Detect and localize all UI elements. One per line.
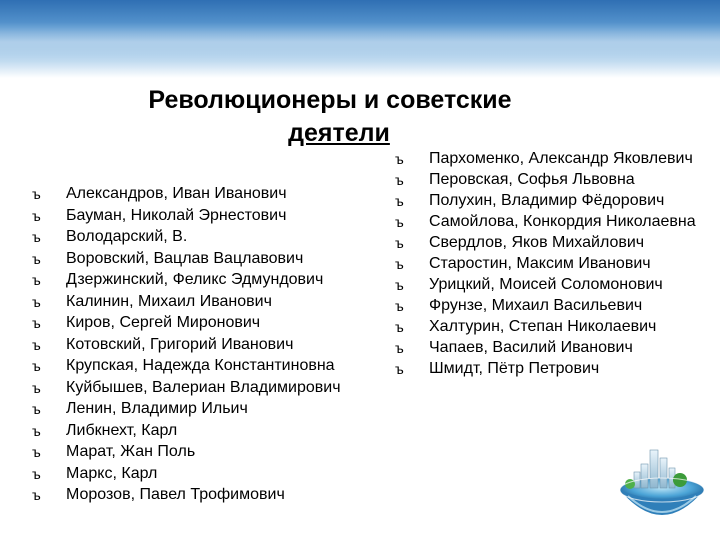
list-item-text: Урицкий, Моисей Соломонович (429, 276, 663, 293)
bullet-icon: ъ (32, 358, 41, 374)
bullet-icon: ъ (32, 444, 41, 460)
bullet-icon: ъ (395, 319, 404, 335)
page-title (120, 84, 540, 150)
bullet-icon: ъ (395, 214, 404, 230)
list-item-text: Морозов, Павел Трофимович (66, 486, 285, 503)
globe-city-icon (610, 430, 710, 530)
list-item (32, 465, 362, 487)
bullet-icon: ъ (395, 235, 404, 251)
bullet-icon: ъ (32, 315, 41, 331)
list-item-text: Либкнехт, Карл (66, 421, 178, 439)
list-item (395, 192, 705, 210)
bullet-icon: ъ (32, 401, 41, 417)
list-item (32, 357, 362, 379)
bullet-icon: ъ (32, 379, 41, 396)
bullet-icon: ъ (32, 229, 41, 245)
list-item (395, 213, 705, 231)
list-item-text: Куйбышев, Валериан Владимирович (66, 378, 341, 396)
list-item (395, 276, 705, 294)
bullet-icon: ъ (395, 361, 404, 377)
list-item-text: Самойлова, Конкордия Николаевна (429, 213, 696, 230)
list-item (32, 422, 362, 444)
list-item-text: Бауман, Николай Эрнестович (66, 206, 287, 224)
list-item-text: Пархоменко, Александр Яковлевич (429, 150, 693, 167)
list-item (32, 185, 362, 207)
list-item (32, 250, 362, 272)
list-item-text: Свердлов, Яков Михайлович (429, 234, 645, 251)
bullet-icon: ъ (32, 336, 41, 353)
bullet-icon: ъ (32, 272, 41, 288)
list-item-text: Фрунзе, Михаил Васильевич (429, 297, 643, 314)
left-name-list (32, 185, 362, 508)
bullet-icon: ъ (395, 172, 404, 188)
list-item-text: Воровский, Вацлав Вацлавович (66, 249, 304, 267)
list-item-text: Халтурин, Степан Николаевич (429, 318, 657, 335)
list-item-text: Маркс, Карл (66, 464, 158, 482)
bullet-icon: ъ (32, 207, 41, 224)
list-item (32, 314, 362, 336)
list-item (32, 207, 362, 229)
bullet-icon: ъ (395, 151, 404, 167)
bullet-icon: ъ (32, 422, 41, 439)
bullet-icon: ъ (32, 250, 41, 267)
bullet-icon: ъ (32, 186, 41, 202)
title-line-2: деятели (288, 119, 390, 147)
list-item (32, 379, 362, 401)
list-item-text: Крупская, Надежда Константиновна (66, 357, 335, 374)
list-item-text: Киров, Сергей Миронович (66, 314, 261, 331)
list-item (32, 336, 362, 358)
list-item (395, 339, 705, 357)
bullet-icon: ъ (395, 298, 404, 314)
list-item (32, 486, 362, 508)
bullet-icon: ъ (32, 487, 41, 503)
list-item-text: Полухин, Владимир Фёдорович (429, 192, 665, 209)
bullet-icon: ъ (395, 256, 404, 272)
bullet-icon: ъ (395, 340, 404, 356)
list-item-text: Марат, Жан Поль (66, 443, 196, 460)
list-item (395, 150, 705, 168)
list-item-text: Перовская, Софья Львовна (429, 171, 635, 188)
title-line-1: Революционеры и советские (148, 86, 512, 114)
list-item-text: Володарский, В. (66, 228, 188, 245)
right-name-list (395, 150, 705, 381)
bullet-icon: ъ (32, 465, 41, 482)
list-item-text: Старостин, Максим Иванович (429, 255, 651, 272)
list-item (395, 234, 705, 252)
list-item (395, 255, 705, 273)
list-item (395, 171, 705, 189)
list-item (395, 318, 705, 336)
bullet-icon: ъ (395, 277, 404, 293)
list-item-text: Ленин, Владимир Ильич (66, 400, 248, 417)
list-item-text: Шмидт, Пётр Петрович (429, 360, 600, 377)
list-item (32, 400, 362, 422)
list-item (32, 271, 362, 293)
list-item-text: Дзержинский, Феликс Эдмундович (66, 271, 324, 288)
list-item-text: Калинин, Михаил Иванович (66, 292, 272, 310)
list-item-text: Чапаев, Василий Иванович (429, 339, 633, 356)
list-item (395, 297, 705, 315)
list-item (395, 360, 705, 378)
list-item (32, 443, 362, 465)
list-item-text: Котовский, Григорий Иванович (66, 335, 294, 353)
list-item (32, 228, 362, 250)
list-item (32, 293, 362, 315)
bullet-icon: ъ (395, 193, 404, 209)
header-band (0, 0, 720, 78)
bullet-icon: ъ (32, 293, 41, 310)
list-item-text: Александров, Иван Иванович (66, 185, 287, 202)
